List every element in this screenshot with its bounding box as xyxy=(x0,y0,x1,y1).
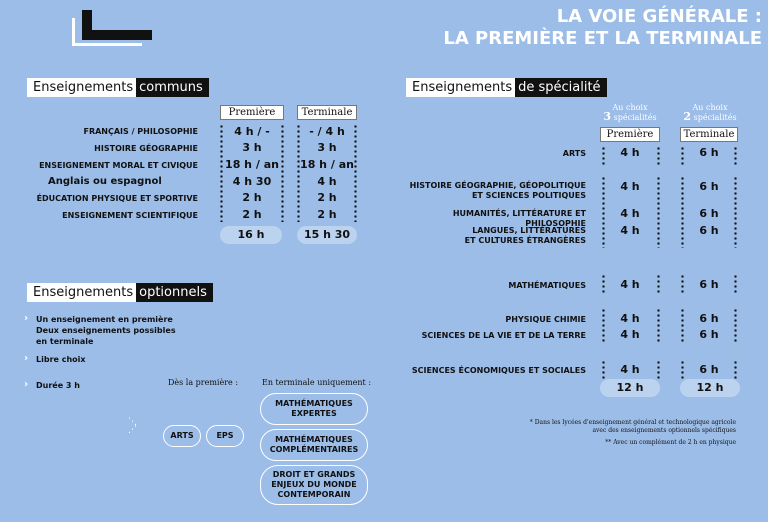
communs-terminale-value: 2 h xyxy=(317,208,337,221)
communs-row-label: FRANÇAIS / PHILOSOPHIE xyxy=(83,127,198,136)
dotted-separator xyxy=(657,360,660,380)
dotted-separator xyxy=(734,274,737,294)
specialite-row-label: LANGUES, LITTÉRATURES ET CULTURES ÉTRANGÈRES xyxy=(464,226,586,245)
specialite-premiere-value: 4 h xyxy=(620,363,640,376)
dotted-separator xyxy=(354,124,357,222)
communs-premiere-value: 18 h / an xyxy=(225,158,279,171)
specialite-terminale-value: 6 h xyxy=(699,328,719,341)
dotted-separator xyxy=(657,146,660,166)
chevron-right-icon: › xyxy=(24,379,29,390)
dotted-separator xyxy=(657,308,660,344)
communs-row-label: ÉDUCATION PHYSIQUE ET SPORTIVE xyxy=(36,194,198,203)
specialite-row-label: HISTOIRE GÉOGRAPHIE, GÉOPOLITIQUE ET SCIENCES POLITIQUES xyxy=(409,181,586,200)
page-title xyxy=(443,6,762,50)
specialite-total-terminale: 12 h xyxy=(680,379,740,397)
dotted-separator xyxy=(734,176,737,248)
terminale-only-label: En terminale uniquement : xyxy=(262,378,372,387)
title-line-1: LA VOIE GÉNÉRALE : xyxy=(556,6,762,27)
optionnels-heading: Enseignements optionnels xyxy=(27,283,213,302)
communs-row-label: ENSEIGNEMENT SCIENTIFIQUE xyxy=(62,211,198,220)
dotted-arrow-icon: ⋱ ⋰ xyxy=(128,417,137,435)
option-eps: EPS xyxy=(206,425,244,447)
communs-premiere-value: 3 h xyxy=(242,141,262,154)
optionnels-item-duree: Durée 3 h xyxy=(36,381,80,390)
logo-mark-base xyxy=(82,30,152,40)
communs-col-terminale: Terminale xyxy=(297,105,357,120)
specialite-row-label: PHYSIQUE CHIMIE xyxy=(505,315,586,324)
communs-premiere-value: 2 h xyxy=(242,191,262,204)
specialite-row-label: HUMANITÉS, LITTÉRATURE ET PHILOSOPHIE xyxy=(452,209,586,228)
communs-row-label: HISTOIRE GÉOGRAPHIE xyxy=(94,144,198,153)
dotted-separator xyxy=(657,274,660,294)
communs-premiere-value: 4 h / - xyxy=(234,125,270,138)
dotted-separator xyxy=(297,124,300,222)
des-premiere-label: Dès la première : xyxy=(168,378,239,387)
specialite-col-terminale: Terminale xyxy=(680,127,738,142)
specialite-terminale-value: 6 h xyxy=(699,312,719,325)
specialite-premiere-value: 4 h xyxy=(620,278,640,291)
communs-terminale-value: 2 h xyxy=(317,191,337,204)
specialite-premiere-value: 4 h xyxy=(620,180,640,193)
optionnels-item-choix: Libre choix xyxy=(36,355,86,364)
option-maths-complementaires: MATHÉMATIQUES COMPLÉMENTAIRES xyxy=(260,429,368,461)
communs-total-premiere: 16 h xyxy=(220,226,282,244)
option-arts: ARTS xyxy=(163,425,201,447)
communs-terminale-value: 3 h xyxy=(317,141,337,154)
specialite-total-premiere: 12 h xyxy=(600,379,660,397)
chevron-right-icon: › xyxy=(24,353,29,364)
option-droit: DROIT ET GRANDS ENJEUX DU MONDE CONTEMPORAIN xyxy=(260,465,368,505)
communs-row-label: Anglais ou espagnol xyxy=(48,176,162,187)
specialite-row-label: ARTS xyxy=(562,149,586,158)
specialite-col-premiere: Première xyxy=(600,127,660,142)
communs-terminale-value: - / 4 h xyxy=(309,125,345,138)
title-line-2: LA PREMIÈRE ET LA TERMINALE xyxy=(443,28,762,49)
specialite-terminale-value: 6 h xyxy=(699,146,719,159)
specialite-terminale-value: 6 h xyxy=(699,224,719,237)
specialite-premiere-value: 4 h xyxy=(620,312,640,325)
footnote-2: ** Avec un complément de 2 h en physique xyxy=(605,439,736,446)
specialite-premiere-value: 4 h xyxy=(620,328,640,341)
footnote-1: * Dans les lycées d'enseignement général et technologique agricole avec des enseignements optionnels spécifiques xyxy=(529,419,736,434)
dotted-separator xyxy=(734,360,737,380)
communs-col-premiere: Première xyxy=(220,105,284,120)
specialite-terminale-value: 6 h xyxy=(699,278,719,291)
dotted-separator xyxy=(220,124,223,222)
communs-terminale-value: 4 h xyxy=(317,175,337,188)
communs-premiere-value: 4 h 30 xyxy=(232,175,272,188)
specialite-terminale-value: 6 h xyxy=(699,363,719,376)
dotted-separator xyxy=(657,176,660,248)
specialite-premiere-value: 4 h xyxy=(620,146,640,159)
choice-terminale: Au choix 2 spécialités xyxy=(683,103,737,123)
specialite-premiere-value: 4 h xyxy=(620,224,640,237)
dotted-separator xyxy=(734,308,737,344)
specialite-row-label: SCIENCES DE LA VIE ET DE LA TERRE xyxy=(421,331,586,340)
specialite-heading: Enseignements de spécialité xyxy=(406,78,607,97)
option-maths-expertes: MATHÉMATIQUES EXPERTES xyxy=(260,393,368,425)
choice-premiere: Au choix 3 spécialités xyxy=(603,103,657,123)
communs-premiere-value: 2 h xyxy=(242,208,262,221)
communs-heading: Enseignements communs xyxy=(27,78,209,97)
communs-row-label: ENSEIGNEMENT MORAL ET CIVIQUE xyxy=(39,161,198,170)
communs-total-terminale: 15 h 30 xyxy=(297,226,357,244)
optionnels-item-nombre: Un enseignement en première Deux enseignements possibles en terminale xyxy=(36,315,176,346)
specialite-premiere-value: 4 h xyxy=(620,207,640,220)
specialite-row-label: SCIENCES ÉCONOMIQUES ET SOCIALES xyxy=(411,366,586,375)
specialite-terminale-value: 6 h xyxy=(699,180,719,193)
specialite-row-label: MATHÉMATIQUES xyxy=(508,281,586,290)
dotted-separator xyxy=(734,146,737,166)
dotted-separator xyxy=(281,124,284,222)
chevron-right-icon: › xyxy=(24,313,29,324)
specialite-terminale-value: 6 h xyxy=(699,207,719,220)
communs-terminale-value: 18 h / an xyxy=(300,158,354,171)
